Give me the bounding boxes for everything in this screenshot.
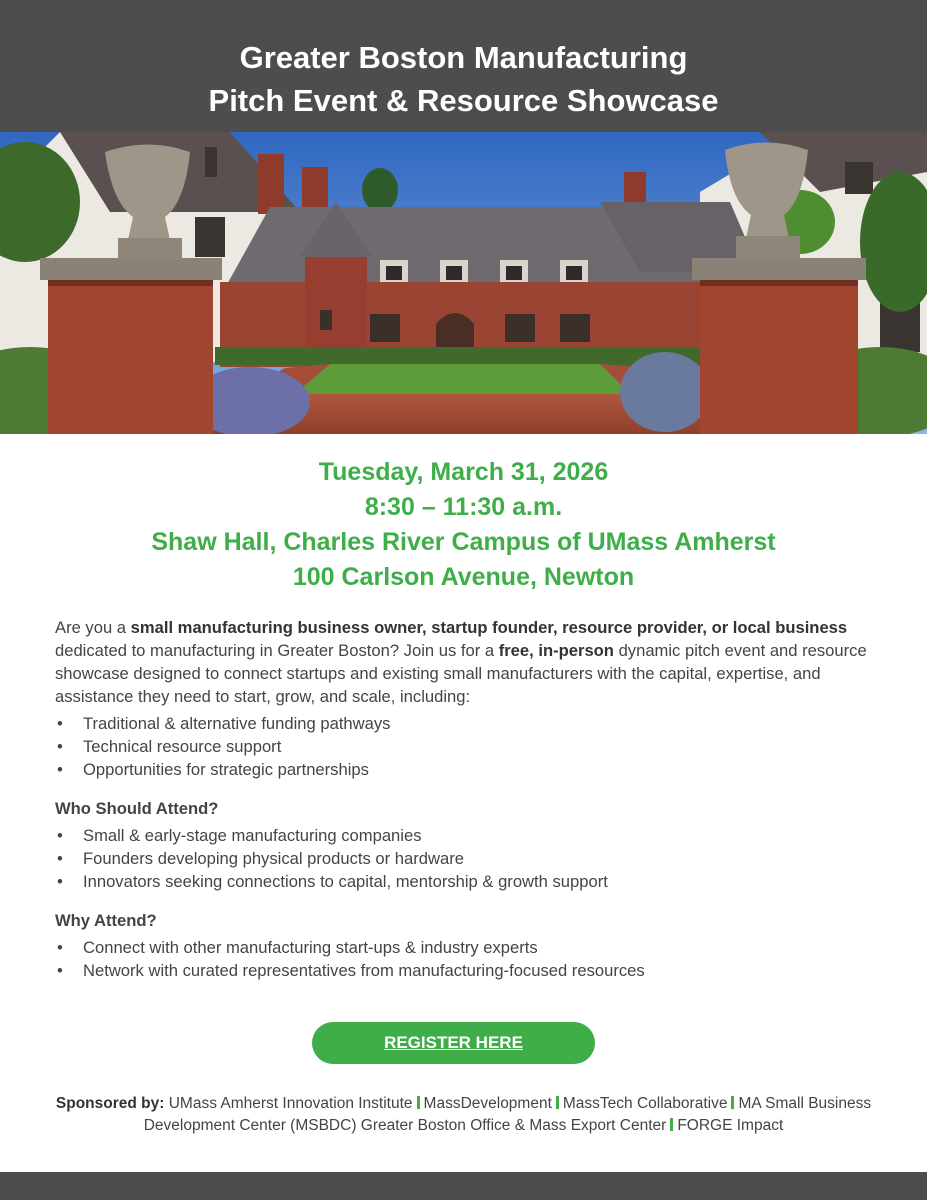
intro-text-2: dedicated to manufacturing in Greater Boston? Join us for a — [55, 641, 499, 660]
sponsors-label: Sponsored by: — [55, 1095, 165, 1112]
list-item: • Founders developing physical products or hardware — [55, 847, 875, 870]
intro-bullet-list — [55, 712, 875, 781]
list-item: • Network with curated representatives from manufacturing-focused resources — [55, 959, 875, 982]
intro-paragraph — [55, 616, 875, 708]
header-banner — [0, 0, 927, 132]
sponsor-name: MassDevelopment — [423, 1095, 552, 1112]
list-item: • Connect with other manufacturing start-ups & industry experts — [55, 936, 875, 959]
list-item: • Opportunities for strategic partnerships — [55, 758, 875, 781]
list-item: • Innovators seeking connections to capital, mentorship & growth support — [55, 870, 875, 893]
title-line-2: Pitch Event & Resource Showcase — [208, 83, 719, 118]
event-address: 100 Carlson Avenue, Newton — [292, 563, 635, 591]
event-venue: Shaw Hall, Charles River Campus of UMass Amherst — [151, 528, 776, 556]
who-heading: Who Should Attend? — [55, 799, 219, 818]
intro-bold-audience: small manufacturing business owner, startup founder, resource provider, or local business — [130, 618, 848, 637]
page-title — [0, 0, 927, 122]
sponsor-name: MassTech Collaborative — [562, 1095, 728, 1112]
sponsor-name: UMass Amherst Innovation Institute — [168, 1095, 413, 1112]
hero-photo-brick-mansion — [0, 132, 927, 434]
separator-bar — [417, 1096, 420, 1109]
intro-text-1: Are you a — [55, 618, 131, 637]
why-heading: Why Attend? — [55, 911, 157, 930]
separator-bar — [556, 1096, 559, 1109]
list-item: • Small & early-stage manufacturing companies — [55, 824, 875, 847]
title-line-1: Greater Boston Manufacturing — [239, 40, 688, 75]
list-item: • Traditional & alternative funding pathways — [55, 712, 875, 735]
sponsors-line — [40, 1093, 887, 1137]
sponsor-name: MA Small Business Development Center (MSBDC) Greater Boston Office & Mass Export Center — [143, 1095, 872, 1134]
register-button[interactable]: REGISTER HERE — [312, 1022, 595, 1064]
footer-bar — [0, 1172, 927, 1200]
who-bullet-list — [55, 824, 875, 893]
intro-bold-free: free, in-person — [498, 641, 614, 660]
event-time: 8:30 – 11:30 a.m. — [364, 493, 563, 521]
event-description — [55, 616, 875, 982]
separator-bar — [731, 1096, 734, 1109]
list-item: • Technical resource support — [55, 735, 875, 758]
separator-bar — [670, 1118, 673, 1131]
sponsor-name: FORGE Impact — [677, 1117, 784, 1134]
event-details — [0, 455, 927, 595]
event-date: Tuesday, March 31, 2026 — [318, 458, 609, 486]
why-bullet-list — [55, 936, 875, 982]
intro-text-3: dynamic pitch event and resource showcase designed to connect startups and existing small manufacturers with the capital, expertise, and assistance they need to start, grow, and scale, including: — [55, 641, 867, 706]
